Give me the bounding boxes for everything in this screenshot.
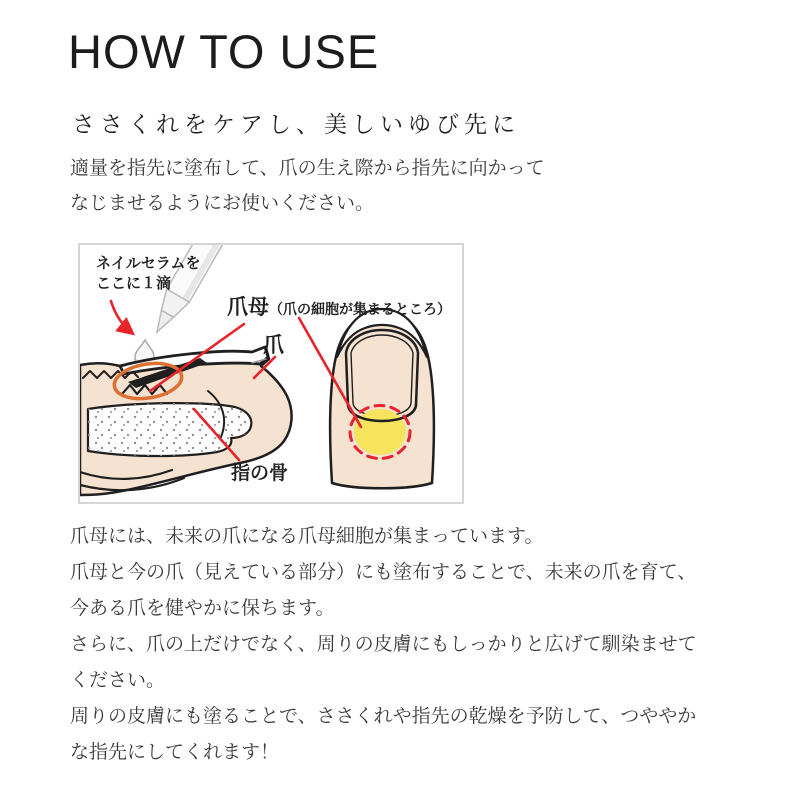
description-line-7: な指先にしてくれます！ — [70, 742, 280, 763]
description-line-3: 今ある爪を健やかに保ちます。 — [70, 598, 335, 619]
matrix-label-note: （爪の細胞が集まるところ） — [269, 301, 451, 317]
matrix-label-text: 爪母 — [227, 296, 269, 319]
bone-label: 指の骨 — [231, 463, 289, 484]
drop-label-line-2: ここに１滴 — [96, 275, 172, 292]
nail-label: 爪 — [263, 334, 284, 357]
description-paragraph — [70, 519, 697, 771]
description-line-5: ください。 — [70, 670, 166, 691]
usage-intro-paragraph — [70, 151, 545, 221]
usage-diagram — [78, 243, 464, 504]
description-line-4: さらに、爪の上だけでなく、周りの皮膚にもしっかりと広げて馴染ませて — [70, 634, 697, 655]
drop-arrow — [111, 301, 132, 333]
page-title: HOW TO USE — [68, 25, 380, 78]
matrix-label — [227, 291, 451, 321]
intro-line-2: なじませるようにお使いください。 — [70, 193, 375, 214]
catch-copy: ささくれをケアし、美しいゆび先に — [72, 112, 520, 137]
description-line-6: 周りの皮膚にも塗ることで、ささくれや指先の乾燥を予防して、つややか — [70, 706, 697, 727]
drop-label-line-1: ネイルセラムを — [96, 255, 201, 272]
description-line-2: 爪母と今の爪（見えている部分）にも塗布することで、未来の爪を育て、 — [70, 562, 697, 583]
drop-label — [96, 254, 201, 294]
matrix-highlight-area — [354, 409, 406, 455]
intro-line-1: 適量を指先に塗布して、爪の生え際から指先に向かって — [70, 158, 545, 179]
description-line-1: 爪母には、未来の爪になる爪母細胞が集まっています。 — [70, 526, 544, 547]
